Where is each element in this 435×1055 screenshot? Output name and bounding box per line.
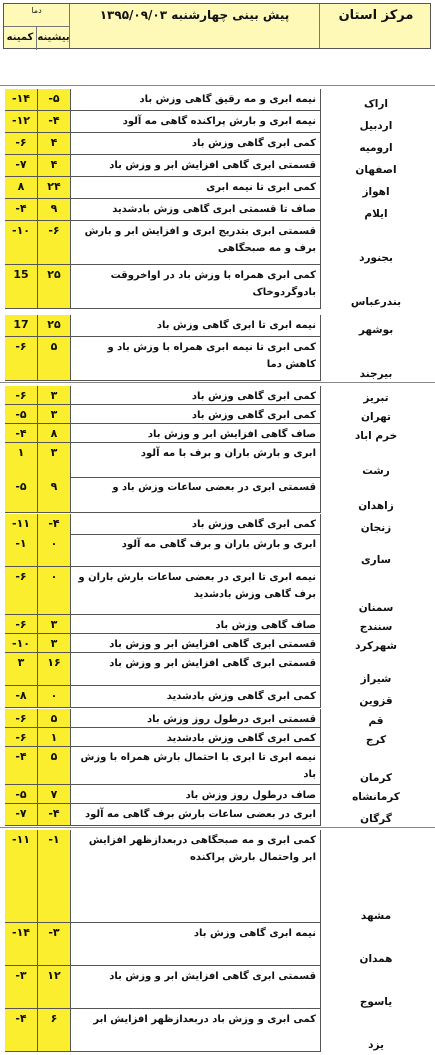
min-temp-cell: -۵ (5, 785, 38, 804)
city-name-cell (321, 199, 431, 221)
city-name: بوشهر (358, 324, 394, 336)
max-temp-cell: ۰ (38, 686, 71, 708)
city-name-cell (321, 785, 431, 804)
min-temp-cell: -۷ (5, 804, 38, 826)
max-temp-cell: ۸ (38, 424, 71, 443)
forecast-description: کمی ابری تا نیمه ابری (71, 177, 321, 199)
table-row (5, 221, 431, 265)
city-name-cell (321, 315, 431, 337)
city-name-cell (321, 728, 431, 747)
min-temp-cell: -۶ (5, 386, 38, 405)
city-name: کرمانشاه (352, 791, 400, 803)
min-temp-cell: -۳ (5, 966, 38, 1009)
table-row (5, 534, 431, 567)
forecast-description: نیمه ابری تا ابری گاهی وزش باد (71, 315, 321, 337)
city-name-cell (321, 265, 431, 309)
min-temp-cell: -۱ (5, 534, 38, 567)
forecast-description: صاف گاهی افزایش ابر و وزش باد (71, 424, 321, 443)
min-temp-cell: -۴ (5, 1009, 38, 1052)
forecast-description: قسمتی ابری گاهی افزایش ابر و وزش باد (71, 966, 321, 1009)
city-name: زاهدان (358, 500, 394, 512)
city-name-cell (321, 405, 431, 424)
forecast-description: کمی ابری گاهی وزش بادشدید (71, 728, 321, 747)
forecast-description: کمی ابری گاهی وزش باد (71, 386, 321, 405)
min-temp-cell: -۴ (5, 424, 38, 443)
max-temp-cell: ۵ (38, 747, 71, 785)
table-row (5, 966, 431, 1009)
min-temp-cell: ۳ (5, 653, 38, 686)
min-temp-cell: -۵ (5, 405, 38, 424)
table-row (5, 386, 431, 405)
table-header (3, 3, 431, 49)
table-row (5, 133, 431, 155)
city-name: تبریز (363, 392, 389, 404)
city-name-cell (321, 966, 431, 1009)
row-divider (5, 825, 321, 826)
city-name: ارومیه (359, 142, 393, 154)
min-temp-cell: -۱۰ (5, 221, 38, 265)
max-temp-cell: -۴ (38, 804, 71, 826)
city-name-cell (321, 477, 431, 513)
min-temp-cell: -۵ (5, 477, 38, 513)
city-name: تهران (361, 411, 391, 423)
city-name-cell (321, 155, 431, 177)
min-temp-cell: -۶ (5, 728, 38, 747)
forecast-description: کمی ابری گاهی وزش باد (71, 405, 321, 424)
max-temp-cell: ۰ (38, 567, 71, 615)
max-temp-cell: ۲۴ (38, 177, 71, 199)
forecast-title: پیش بینی چهارشنبه ۱۳۹۵/۰۹/۰۳ (70, 4, 320, 48)
min-temp-cell: ۸ (5, 177, 38, 199)
table-row (5, 424, 431, 443)
max-temp-cell: -۶ (38, 221, 71, 265)
max-temp-cell: ۳ (38, 615, 71, 634)
max-temp-cell: ۴ (38, 155, 71, 177)
max-temp-cell: ۷ (38, 785, 71, 804)
city-name: قم (368, 715, 384, 727)
city-name-cell (321, 634, 431, 653)
city-name-cell (321, 337, 431, 381)
city-column-header: مرکز استان (338, 8, 414, 23)
city-name-cell (321, 89, 431, 111)
min-temp-cell: -۸ (5, 686, 38, 708)
city-name: اراک (364, 98, 388, 110)
city-name: یاسوج (359, 996, 393, 1008)
table-row (5, 653, 431, 686)
min-temp-cell: -۱۴ (5, 923, 38, 966)
min-temp-cell: -۶ (5, 567, 38, 615)
forecast-description: نیمه ابری گاهی وزش باد (71, 923, 321, 966)
min-temp-cell: -۴ (5, 199, 38, 221)
row-divider (5, 308, 321, 309)
city-name-cell (321, 133, 431, 155)
table-row (5, 923, 431, 966)
table-row (5, 337, 431, 381)
row-divider (5, 1051, 321, 1052)
city-name-cell (321, 534, 431, 567)
city-name-cell (321, 111, 431, 133)
min-temp-cell: -۱۱ (5, 514, 38, 535)
table-row (5, 709, 431, 728)
table-row (5, 747, 431, 785)
forecast-description: قسمتی ابری درطول روز وزش باد (71, 709, 321, 728)
max-temp-cell: ۲۵ (38, 265, 71, 309)
max-temp-cell: ۳ (38, 634, 71, 653)
max-temp-cell: -۵ (38, 89, 71, 111)
section-divider (0, 85, 435, 86)
city-name-cell (321, 747, 431, 785)
min-temp-cell: -۶ (5, 615, 38, 634)
city-name-cell (321, 615, 431, 634)
max-temp-cell: ۲۵ (38, 315, 71, 337)
city-name: مشهد (360, 910, 392, 922)
forecast-description: قسمتی ابری گاهی افزایش ابر و وزش باد (71, 653, 321, 686)
city-name: اصفهان (355, 164, 397, 176)
city-name: شهرکرد (355, 640, 397, 652)
forecast-description: کمی ابری تا نیمه ابری همراه با وزش باد و کاهش دما (71, 337, 321, 381)
forecast-description: صاف گاهی وزش باد (71, 615, 321, 634)
city-name: بندرعباس (350, 296, 402, 308)
max-temp-cell: ۳ (38, 405, 71, 424)
city-name-cell (321, 424, 431, 443)
city-name: همدان (359, 953, 393, 965)
min-temp-cell: -۱۴ (5, 89, 38, 111)
table-row (5, 567, 431, 615)
city-name-cell (321, 177, 431, 199)
city-name-cell (321, 830, 431, 923)
table-row (5, 177, 431, 199)
forecast-description: نیمه ابری تا ابری در بعضی ساعات بارش باران و برف گاهی وزش بادشدید (71, 567, 321, 615)
city-name: زنجان (360, 522, 392, 534)
city-name: گرگان (360, 813, 392, 825)
row-divider (5, 707, 321, 708)
city-name: ساری (361, 554, 391, 566)
temperature-header (4, 4, 70, 48)
min-temp-header: کمینه (4, 26, 37, 50)
max-temp-cell: ۶ (38, 1009, 71, 1052)
forecast-description: قسمتی ابری در بعضی ساعات وزش باد و (71, 477, 321, 513)
forecast-description: کمی ابری و مه صبحگاهی دربعدازظهر افزایش ابر واحتمال بارش پراکنده (71, 830, 321, 923)
table-row (5, 514, 431, 535)
max-temp-cell: ۵ (38, 709, 71, 728)
forecast-description: قسمتی ابری گاهی افزایش ابر و وزش باد (71, 634, 321, 653)
forecast-description: کمی ابری گاهی وزش بادشدید (71, 686, 321, 708)
city-name-cell (321, 386, 431, 405)
table-row (5, 477, 431, 513)
section-divider (0, 827, 435, 828)
min-temp-cell: 15 (5, 265, 38, 309)
city-name: سنندج (359, 621, 393, 633)
table-row (5, 315, 431, 337)
table-row (5, 830, 431, 923)
forecast-description: نیمه ابری تا ابری با احتمال بارش همراه با وزش باد (71, 747, 321, 785)
city-name-cell (321, 443, 431, 478)
forecast-description: صاف تا قسمتی ابری گاهی وزش بادشدید (71, 199, 321, 221)
table-row (5, 686, 431, 708)
city-name-cell (321, 221, 431, 265)
city-name: بیرجند (359, 368, 393, 380)
table-row (5, 199, 431, 221)
table-row (5, 804, 431, 826)
table-row (5, 1009, 431, 1052)
forecast-description: کمی ابری گاهی وزش باد (71, 133, 321, 155)
max-temp-cell: ۹ (38, 199, 71, 221)
city-name: کرمان (359, 772, 393, 784)
min-temp-cell: -۷ (5, 155, 38, 177)
max-temp-cell: -۴ (38, 514, 71, 535)
min-temp-cell: -۶ (5, 337, 38, 381)
forecast-description: ابری در بعضی ساعات بارش برف گاهی مه آلود (71, 804, 321, 826)
min-temp-cell: -۱۱ (5, 830, 38, 923)
section-divider (0, 382, 435, 383)
temperature-label: دما (31, 6, 42, 15)
city-name: خرم اباد (354, 430, 398, 442)
max-temp-cell: ۹ (38, 477, 71, 513)
table-row (5, 728, 431, 747)
min-temp-cell: -۱۲ (5, 111, 38, 133)
table-row (5, 265, 431, 309)
table-row (5, 89, 431, 111)
table-row (5, 443, 431, 478)
city-name: رشت (362, 465, 390, 477)
max-temp-cell: ۰ (38, 534, 71, 567)
max-temp-cell: ۵ (38, 337, 71, 381)
city-name: یزد (368, 1039, 384, 1051)
city-name: اردبیل (359, 120, 393, 132)
city-name: قزوین (359, 695, 393, 707)
row-divider (5, 380, 321, 381)
city-name-cell (321, 653, 431, 686)
max-temp-cell: -۳ (38, 923, 71, 966)
city-name: ایلام (364, 208, 388, 220)
min-temp-cell: -۶ (5, 709, 38, 728)
max-temp-cell: -۱ (38, 830, 71, 923)
forecast-description: قسمتی ابری بتدریج ابری و افزایش ابر و بارش برف و مه صبحگاهی (71, 221, 321, 265)
table-row (5, 111, 431, 133)
city-name: اهواز (362, 186, 390, 198)
forecast-description: قسمتی ابری گاهی افزایش ابر و وزش باد (71, 155, 321, 177)
forecast-description: نیمه ابری و مه رقیق گاهی وزش باد (71, 89, 321, 111)
max-temp-cell: ۴ (38, 133, 71, 155)
forecast-description: کمی ابری همراه با وزش باد در اواخروقت بادوگردوخاک (71, 265, 321, 309)
city-name-cell (321, 567, 431, 615)
max-temp-cell: ۳ (38, 386, 71, 405)
city-name: سمنان (358, 602, 394, 614)
table-row (5, 155, 431, 177)
table-row (5, 634, 431, 653)
min-temp-cell: -۱۰ (5, 634, 38, 653)
forecast-description: صاف درطول روز وزش باد (71, 785, 321, 804)
city-name: شیراز (360, 673, 392, 685)
city-name-cell (321, 514, 431, 535)
forecast-description: نیمه ابری و بارش پراکنده گاهی مه آلود (71, 111, 321, 133)
city-name-cell (321, 709, 431, 728)
max-temp-cell: ۱۲ (38, 966, 71, 1009)
table-row (5, 785, 431, 804)
max-temp-cell: ۳ (38, 443, 71, 478)
city-name: کرج (365, 734, 387, 746)
forecast-description: کمی ابری و وزش باد دربعدازظهر افزایش ابر (71, 1009, 321, 1052)
forecast-description: ابری و بارش باران و برف با مه آلود (71, 443, 321, 478)
max-temp-header: بیشینه (37, 26, 70, 50)
min-temp-cell: -۶ (5, 133, 38, 155)
city-name-cell (321, 804, 431, 826)
city-name-cell (321, 686, 431, 708)
city-name: بجنورد (359, 252, 393, 264)
max-temp-cell: ۱۶ (38, 653, 71, 686)
min-temp-cell: -۴ (5, 747, 38, 785)
city-name-cell (321, 923, 431, 966)
city-name-cell (321, 1009, 431, 1052)
table-row (5, 405, 431, 424)
table-row (5, 615, 431, 634)
min-temp-cell: 17 (5, 315, 38, 337)
max-temp-cell: -۴ (38, 111, 71, 133)
max-temp-cell: ۱ (38, 728, 71, 747)
min-temp-cell: ۱ (5, 443, 38, 478)
forecast-description: کمی ابری گاهی وزش باد (71, 514, 321, 535)
forecast-description: ابری و بارش باران و برف گاهی مه آلود (71, 534, 321, 567)
row-divider (5, 512, 321, 513)
